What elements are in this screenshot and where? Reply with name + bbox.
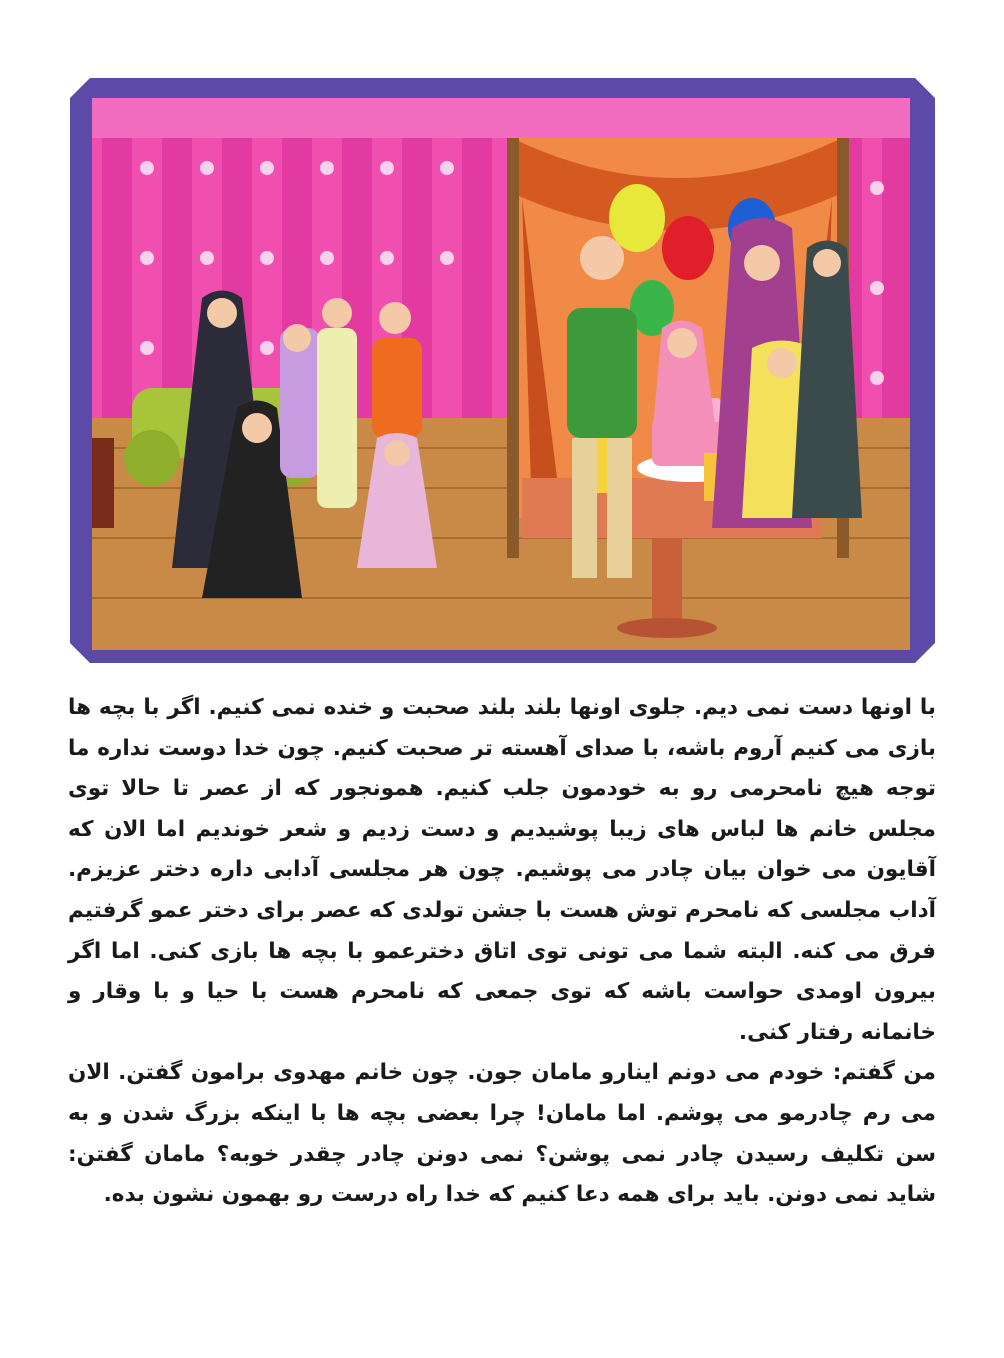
wall-top-border (92, 98, 910, 138)
story-text (68, 688, 936, 1216)
story-paragraph: با اونها دست نمی دیم. جلوی اونها بلند بلند صحبت و خنده نمی کنیم. اگر با بچه ها بازی می کنیم آروم باشه، با صدای آهسته تر صحبت کنیم. چون خدا دوست نداره ما توجه هیچ نامحرمی رو به خودمون جلب کنیم. همونجور که از عصر تا حالا توی مجلس خانم ها لباس های زیبا پوشیدیم و دست زدیم و شعر خوندیم اما الان که آقایون می خوان بیان چادر می پوشیم. چون هر مجلسی آدابی داره دختر عزیزم. آداب مجلسی که نامحرم توش هست با جشن تولدی که عصر برای دختر عمو گرفتیم فرق می کنه. البته شما می تونی توی اتاق دخترعمو با بچه ها بازی کنی. اما اگر بیرون اومدی حواست باشه که توی جمعی که نامحرم هست با حیا و با وقار و خانمانه رفتار کنی. (68, 695, 936, 1045)
story-paragraph: من گفتم: خودم می دونم اینارو مامان جون. چون خانم مهدوی برامون گفتن. الان می رم چادرمو می پوشم. اما مامان! چرا بعضی بچه ها با اینکه بزرگ شدن و به سن تکلیف رسیدن چادر نمی پوشن؟ نمی دونن چادر چقدر خوبه؟ مامان گفتن: شاید نمی دونن. باید برای همه دعا کنیم که خدا راه درست رو بهمون نشون بده. (68, 1060, 936, 1208)
side-table (92, 438, 114, 528)
birthday-party-illustration (92, 98, 910, 650)
